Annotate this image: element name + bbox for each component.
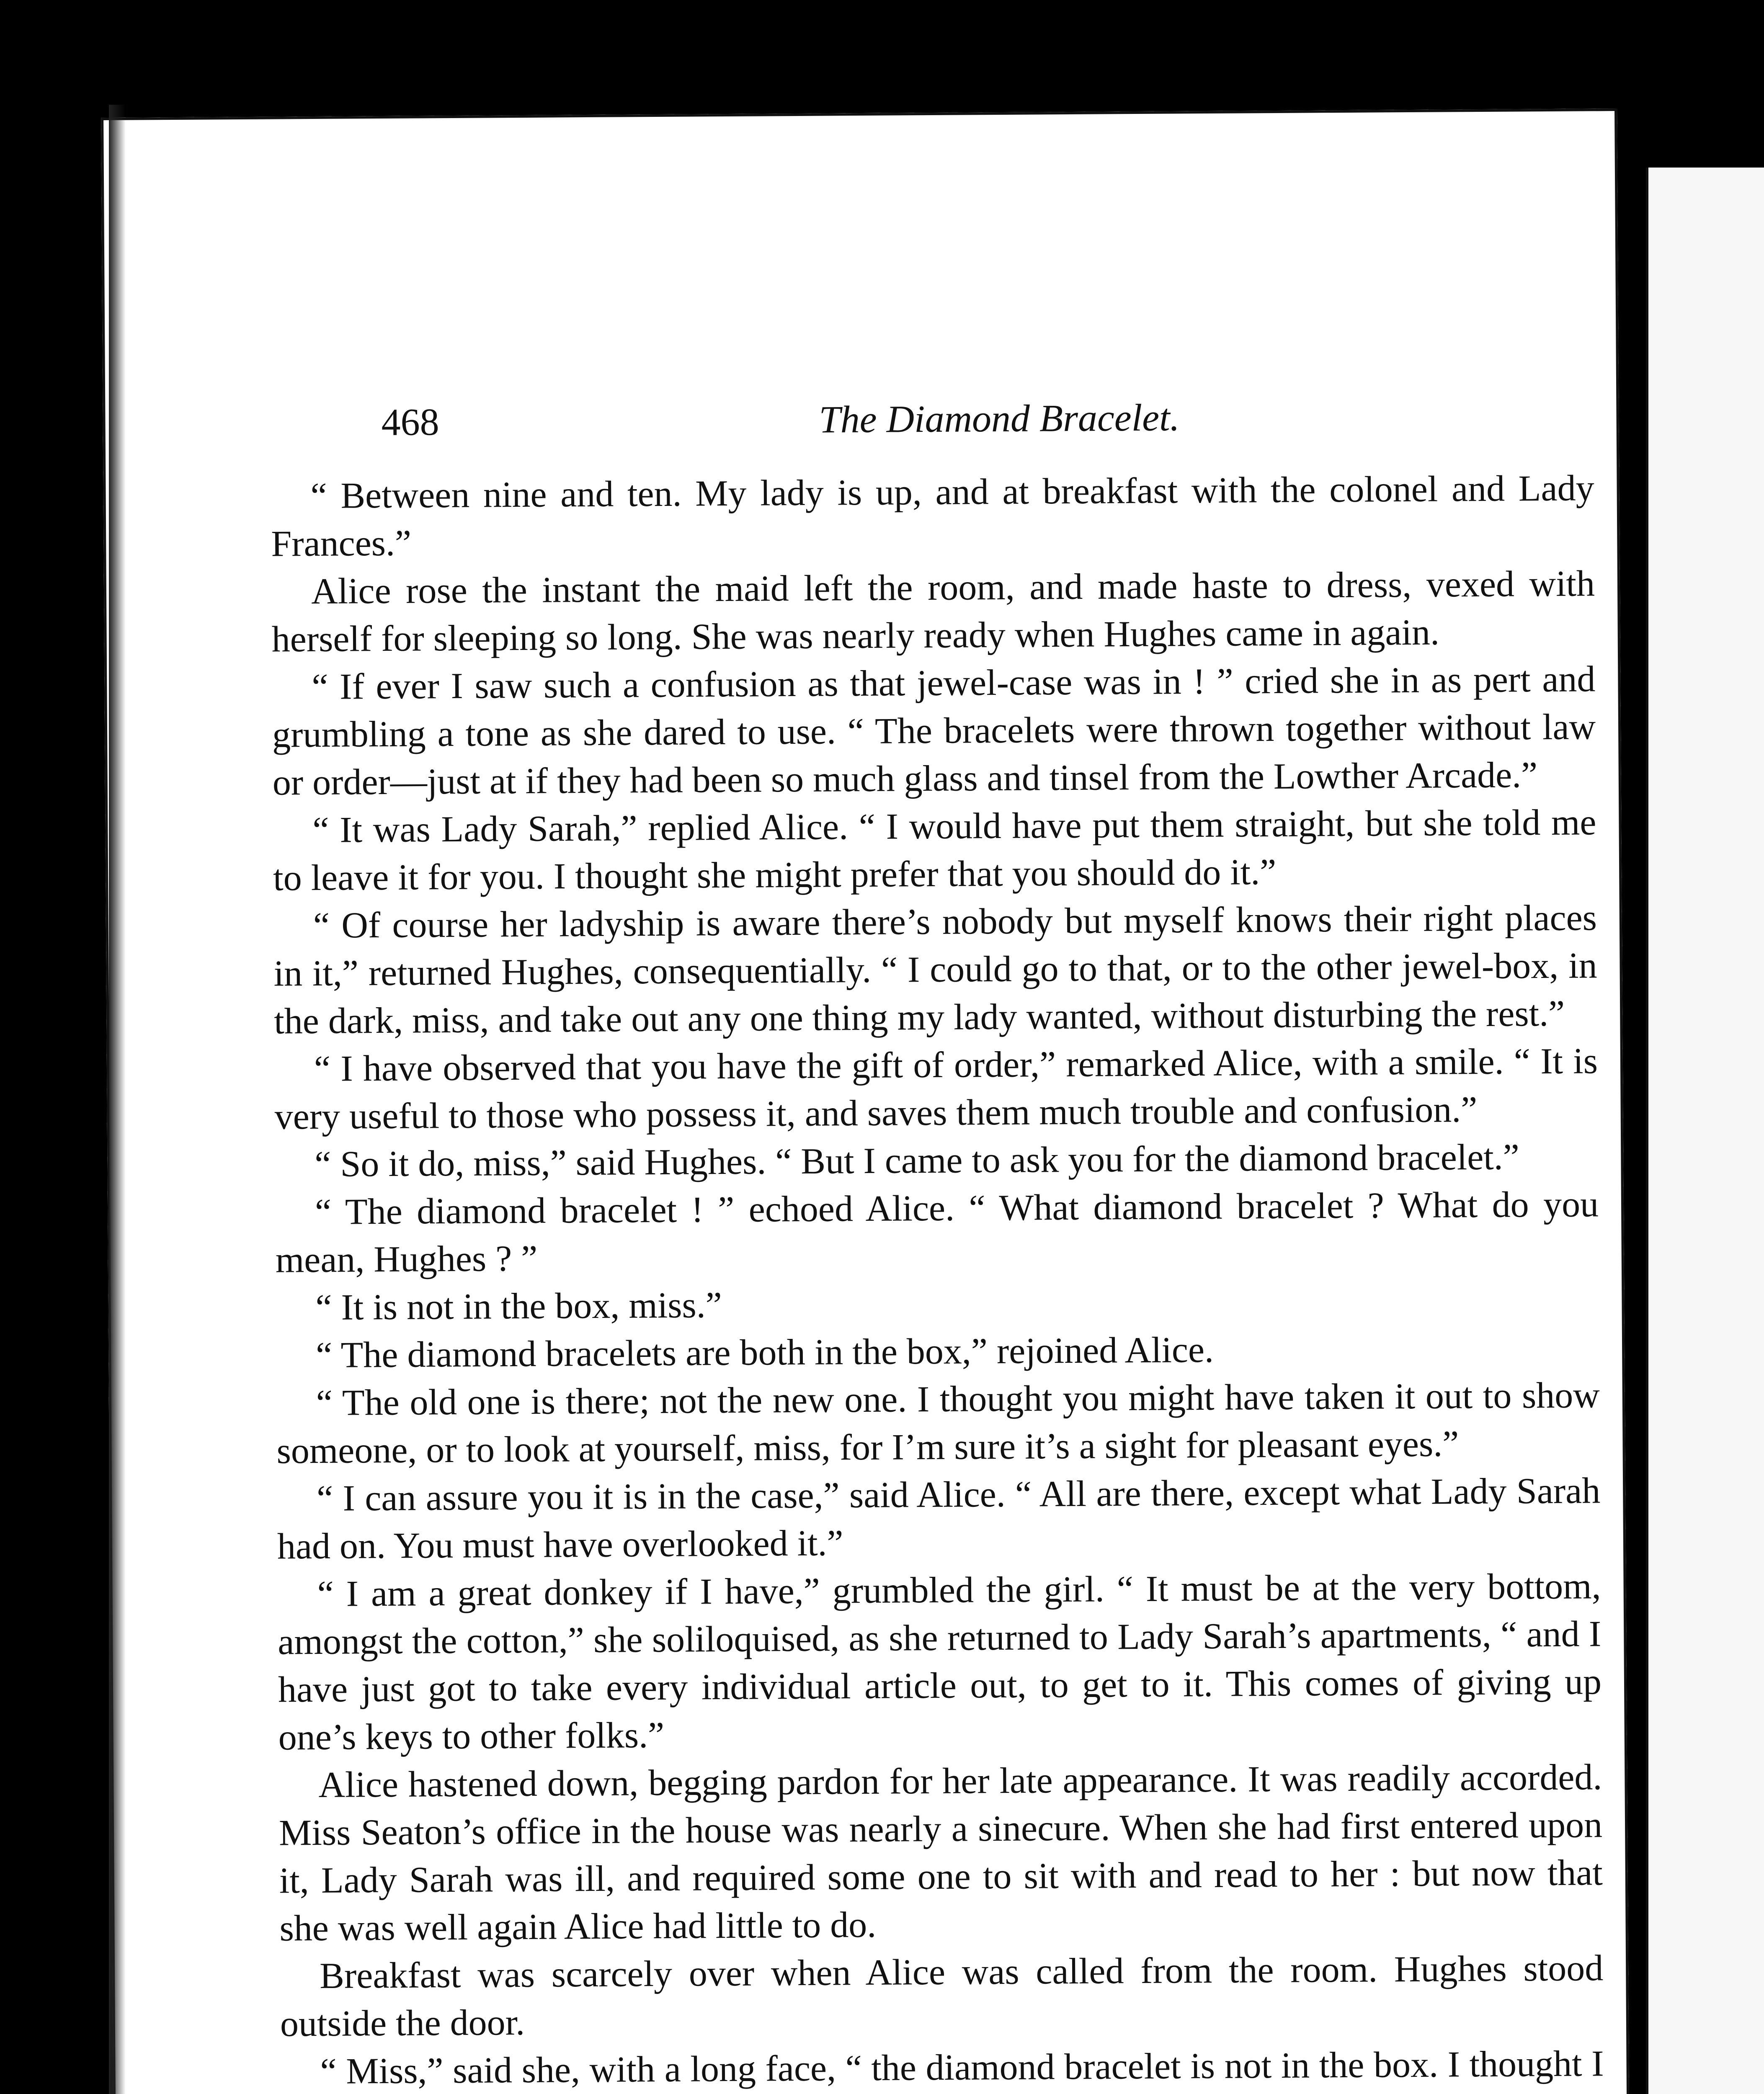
paragraph: “ I am a great donkey if I have,” grumbled the girl. “ It must be at the very bottom, amongst the cotton,” she soliloquised, as she returned to Lady Sarah’s apartments, “ and I have just got to take every individual article out, to get to it. This comes of giving up one’s keys to other folks.” [278,1566,1602,1758]
paragraph: “ Between nine and ten. My lady is up, and at breakfast with the colonel and Lady Frances.” [271,468,1594,565]
paragraph: “ It was Lady Sarah,” replied Alice. “ I would have put them straight, but she told me to leave it for you. I thought she might prefer that you should do it.” [273,802,1596,899]
book-page [101,108,1633,2094]
paragraph: “ I have observed that you have the gift of order,” remarked Alice, with a smile. “ It is very useful to those who possess it, and saves them much trouble and confusion.” [274,1041,1598,1137]
paragraph: Alice rose the instant the maid left the room, and made haste to dress, vexed with herself for sleeping so long. She was nearly ready when Hughes came in again. [271,563,1595,660]
page-number: 468 [381,400,439,444]
paragraph: “ I can assure you it is in the case,” said Alice. “ All are there, except what Lady Sarah had on. You must have overlooked it.” [277,1470,1601,1567]
paragraph: “ So it do, miss,” said Hughes. “ But I came to ask you for the diamond bracelet.” [315,1137,1520,1185]
adjacent-page-edge [1646,168,1764,2094]
paragraph: Breakfast was scarcely over when Alice was called from the room. Hughes stood outside the door. [280,1948,1604,2045]
running-header [270,294,1451,444]
paragraph: “ It is not in the box, miss.” [315,1285,722,1328]
paragraph: “ The diamond bracelets are both in the box,” rejoined Alice. [315,1329,1214,1376]
running-title: The Diamond Bracelet. [819,396,1180,441]
page-edge-shadow [109,105,126,2094]
body-text [271,464,1604,2094]
paragraph: “ The old one is there; not the new one. I thought you might have taken it out to show someone, or to look at yourself, miss, for I’m sure it’s a sight for pleasant eyes.” [276,1375,1600,1472]
paragraph: Alice hastened down, begging pardon for her late appearance. It was readily accorded. Miss Seaton’s office in the house was nearly a sinecure. When she had first entered upon it, Lady Sarah was ill, and required some one to sit with and read to her : but now that she was well again Alice had little to do. [279,1757,1603,1949]
paragraph: “ If ever I saw such a confusion as that jewel-case was in ! ” cried she in as pert and grumbling a tone as she dared to use. “ The bracelets were thrown together without law or order—just at if they had been so much glass and tinsel from the Lowther Arcade.” [272,659,1596,803]
paragraph: “ Of course her ladyship is aware there’s nobody but myself knows their right places in it,” returned Hughes, consequentially. “ I could go to that, or to the other jewel-box, in the dark, miss, and take out any one thing my lady wanted, without disturbing the rest.” [273,897,1597,1042]
paragraph: “ Miss,” said she, with a long face, “ the diamond bracelet is not in the box. I thought I [320,2043,1604,2092]
paragraph: “ The diamond bracelet ! ” echoed Alice. “ What diamond bracelet ? What do you mean, Hughes ? ” [275,1184,1599,1281]
